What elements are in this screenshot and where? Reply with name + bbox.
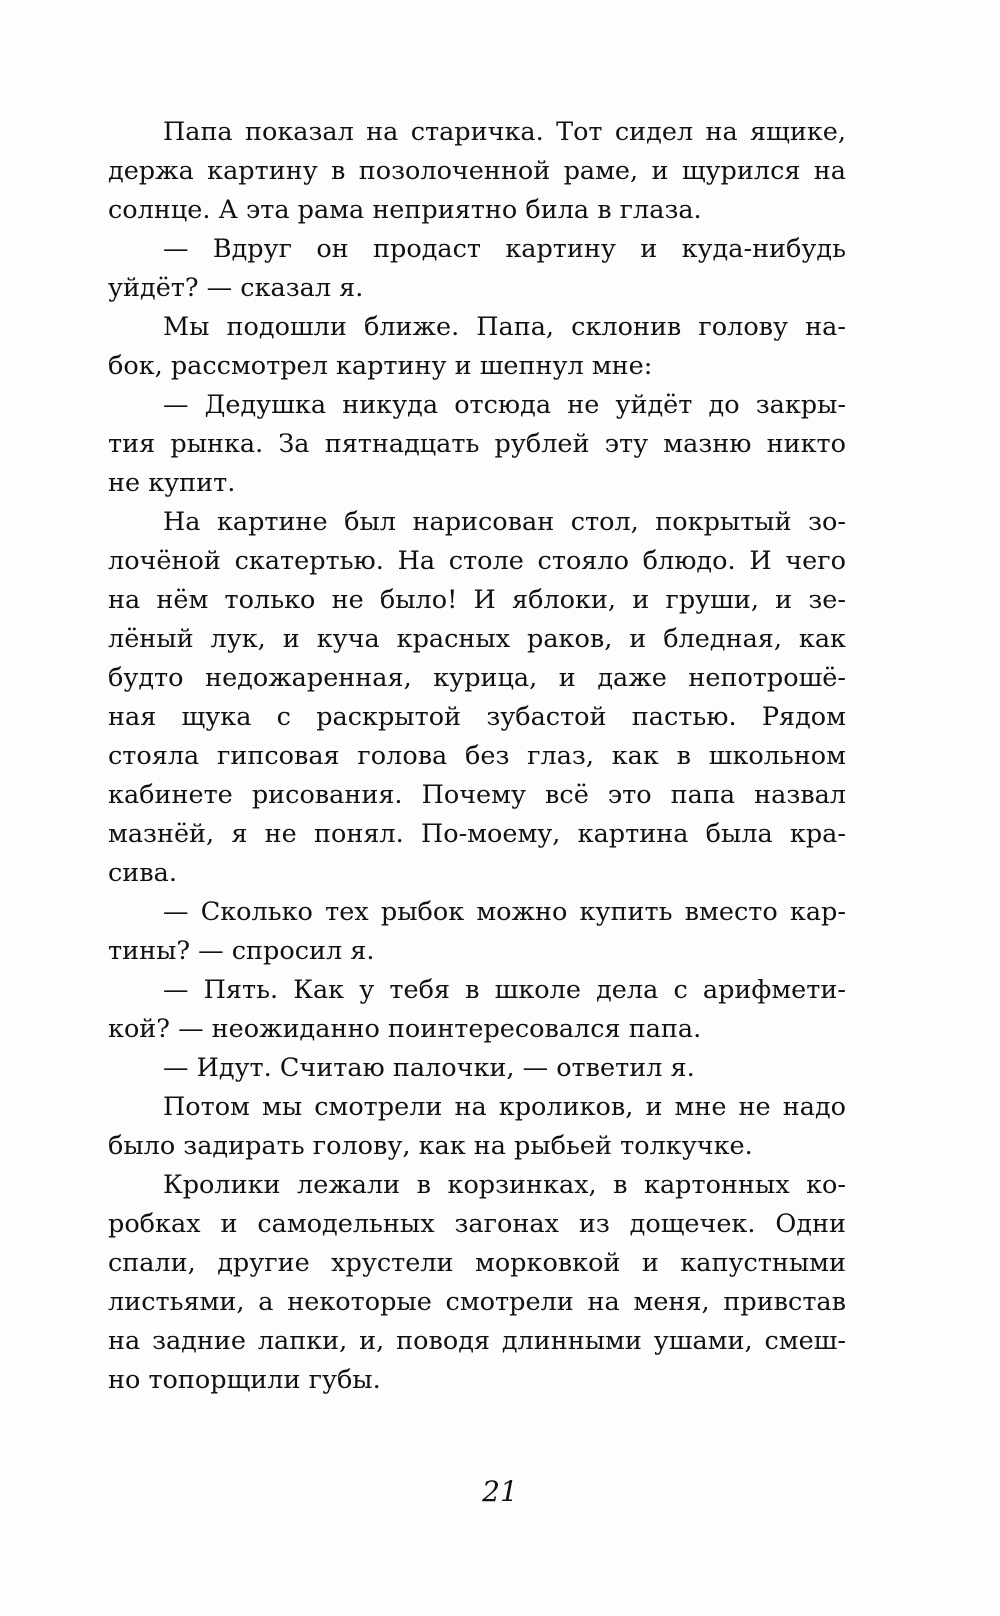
- text-line: будто недожаренная, курица, и даже непотрошё-: [108, 663, 846, 693]
- text-line: бок, рассмотрел картину и шепнул мне:: [108, 351, 653, 381]
- text-line: сива.: [108, 858, 177, 888]
- text-line: кой? — неожиданно поинтересовался папа.: [108, 1014, 702, 1044]
- text-line: Кролики лежали в корзинках, в картонных ко-: [163, 1170, 846, 1200]
- text-line: Потом мы смотрели на кроликов, и мне не надо: [163, 1092, 846, 1122]
- text-line: на задние лапки, и, поводя длинными ушами, смеш-: [108, 1326, 846, 1356]
- text-line: солнце. А эта рама неприятно била в глаза.: [108, 195, 702, 225]
- text-line: уйдёт? — сказал я.: [108, 273, 364, 303]
- text-line: на нём только не было! И яблоки, и груши, и зе-: [108, 585, 846, 615]
- text-line: спали, другие хрустели морковкой и капустными: [108, 1248, 846, 1278]
- text-line: На картине был нарисован стол, покрытый зо-: [163, 507, 846, 537]
- text-line: не купит.: [108, 468, 236, 498]
- text-line: — Сколько тех рыбок можно купить вместо кар-: [163, 897, 846, 927]
- text-line: лёный лук, и куча красных раков, и бледная, как: [108, 624, 846, 654]
- text-line: — Дедушка никуда отсюда не уйдёт до закры-: [163, 390, 846, 420]
- text-line: листьями, а некоторые смотрели на меня, привстав: [108, 1287, 846, 1317]
- text-line: лочёной скатертью. На столе стояло блюдо. И чего: [108, 546, 846, 576]
- text-line: Мы подошли ближе. Папа, склонив голову на-: [163, 312, 846, 342]
- text-line: тия рынка. За пятнадцать рублей эту мазню никто: [108, 429, 846, 459]
- text-line: но топорщили губы.: [108, 1365, 381, 1395]
- text-line: было задирать голову, как на рыбьей толкучке.: [108, 1131, 753, 1161]
- text-line: мазнёй, я не понял. По-моему, картина была кра-: [108, 819, 846, 849]
- text-line: стояла гипсовая голова без глаз, как в школьном: [108, 741, 846, 771]
- text-line: — Идут. Считаю палочки, — ответил я.: [163, 1053, 695, 1083]
- text-line: — Пять. Как у тебя в школе дела с арифмети-: [163, 975, 846, 1005]
- text-line: держа картину в позолоченной раме, и щурился на: [108, 156, 846, 186]
- text-line: кабинете рисования. Почему всё это папа назвал: [108, 780, 846, 810]
- text-line: ная щука с раскрытой зубастой пастью. Рядом: [108, 702, 846, 732]
- text-line: робках и самодельных загонах из дощечек. Одни: [108, 1209, 846, 1239]
- text-line: Папа показал на старичка. Тот сидел на ящике,: [163, 117, 846, 147]
- text-line: тины? — спросил я.: [108, 936, 375, 966]
- text-line: — Вдруг он продаст картину и куда-нибудь: [163, 234, 846, 264]
- page-number: 21: [482, 1475, 518, 1508]
